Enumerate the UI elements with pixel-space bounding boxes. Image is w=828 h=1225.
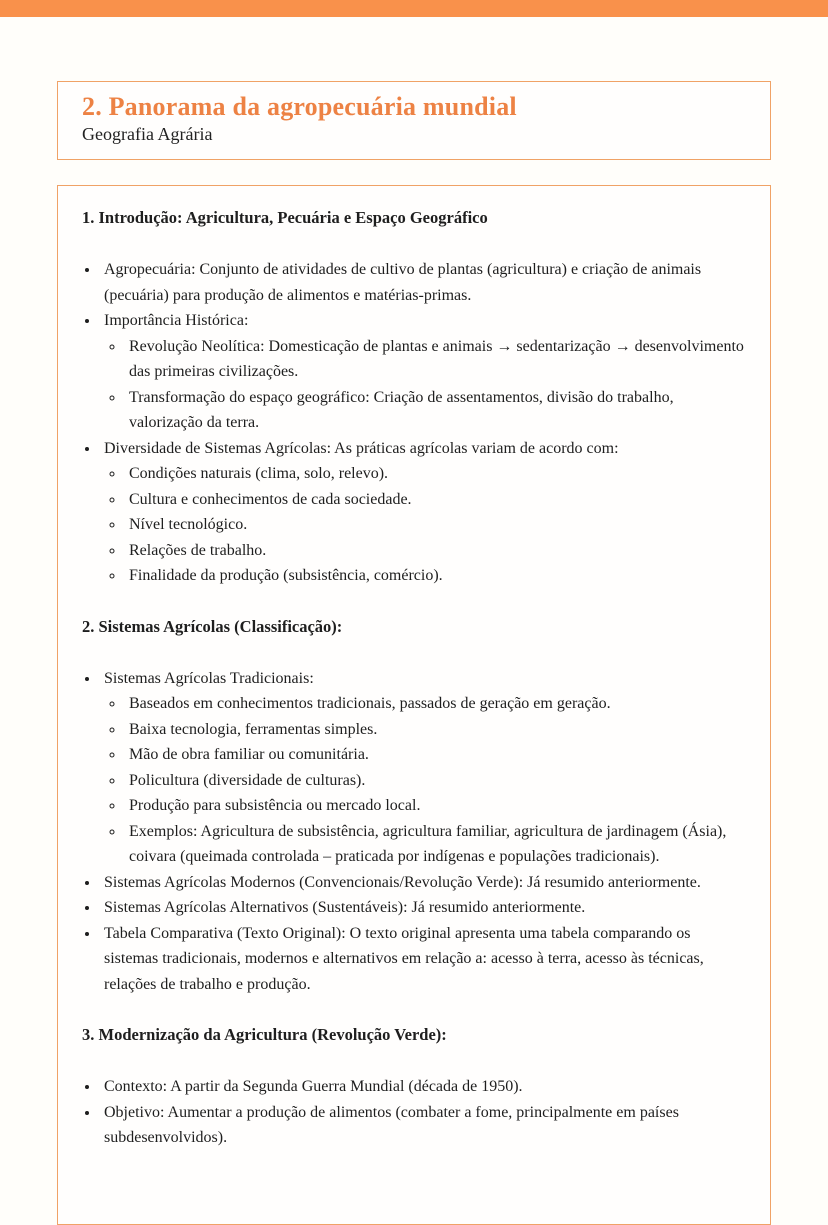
sub-bullet-item [125, 538, 744, 564]
bullet-item [100, 666, 744, 870]
sub-bullet-item [125, 793, 744, 819]
sub-bullet-item [125, 487, 744, 513]
sub-bullet-item [125, 768, 744, 794]
bullet-text: Objetivo: Aumentar a produção de alimentos (combater a fome, principalmente em países subdesenvolvidos). [104, 1103, 679, 1146]
bullet-text: Contexto: A partir da Segunda Guerra Mundial (década de 1950). [104, 1078, 523, 1095]
content-card [57, 185, 771, 1225]
sub-bullet-item [125, 742, 744, 768]
bullet-list [82, 666, 744, 998]
sub-bullet-list [104, 334, 744, 436]
sub-bullet-text: Exemplos: Agricultura de subsistência, agricultura familiar, agricultura de jardinagem (Ásia), coivara (queimada controlada – praticada por indígenas e populações tradicionais). [129, 822, 727, 865]
section-heading: 3. Modernização da Agricultura (Revolução Verde): [82, 1025, 447, 1044]
bullet-text: Diversidade de Sistemas Agrícolas: As práticas agrícolas variam de acordo com: [104, 439, 619, 457]
bullet-text: Sistemas Agrícolas Tradicionais: [104, 669, 314, 687]
sub-bullet-list [104, 461, 744, 589]
bullet-item [100, 308, 744, 436]
sub-bullet-item [125, 461, 744, 487]
sub-bullet-item [125, 512, 744, 538]
section-heading: 2. Sistemas Agrícolas (Classificação): [82, 616, 343, 636]
sub-bullet-list [104, 691, 744, 870]
section [82, 1024, 744, 1151]
sub-bullet-text: Revolução Neolítica: Domesticação de plantas e animais → sedentarização → desenvolvimento das primeiras civilizações. [129, 337, 744, 380]
sub-bullet-text: Finalidade da produção (subsistência, comércio). [129, 567, 443, 584]
bullet-item [100, 870, 744, 896]
bullet-list [82, 257, 744, 589]
sub-bullet-item [125, 334, 744, 385]
sub-bullet-text: Transformação do espaço geográfico: Criação de assentamentos, divisão do trabalho, valorização da terra. [129, 388, 674, 431]
sub-bullet-text: Nível tecnológico. [129, 516, 248, 533]
bullet-item [100, 1100, 744, 1151]
bullet-text: Sistemas Agrícolas Alternativos (Sustentáveis): Já resumido anteriormente. [104, 899, 586, 916]
section [82, 616, 744, 998]
bullet-item [100, 895, 744, 921]
bullet-text: Sistemas Agrícolas Modernos (Convencionais/Revolução Verde): Já resumido anteriormente. [104, 873, 701, 891]
sub-bullet-text: Baixa tecnologia, ferramentas simples. [129, 720, 378, 738]
sub-bullet-text: Baseados em conhecimentos tradicionais, passados de geração em geração. [129, 695, 611, 712]
section [82, 207, 744, 589]
sub-bullet-text: Condições naturais (clima, solo, relevo). [129, 465, 389, 482]
sub-bullet-item [125, 563, 744, 589]
sub-bullet-text: Relações de trabalho. [129, 541, 267, 559]
bullet-item [100, 921, 744, 998]
page-title: 2. Panorama da agropecuária mundial [82, 92, 517, 121]
sub-bullet-text: Mão de obra familiar ou comunitária. [129, 746, 369, 763]
bullet-text: Importância Histórica: [104, 312, 249, 329]
sections-container [82, 207, 744, 1151]
top-accent-bar [0, 0, 828, 17]
sub-bullet-item [125, 717, 744, 743]
bullet-item [100, 257, 744, 308]
bullet-text: Agropecuária: Conjunto de atividades de cultivo de plantas (agricultura) e criação de animais (pecuária) para produção de alimentos e matérias-primas. [104, 261, 702, 304]
sub-bullet-text: Policultura (diversidade de culturas). [129, 771, 366, 789]
title-card [57, 81, 771, 160]
bullet-item [100, 1074, 744, 1100]
section-heading: 1. Introdução: Agricultura, Pecuária e Espaço Geográfico [82, 208, 488, 227]
sub-bullet-text: Produção para subsistência ou mercado local. [129, 797, 421, 814]
sub-bullet-item [125, 385, 744, 436]
page-subtitle: Geografia Agrária [82, 124, 213, 144]
sub-bullet-item [125, 691, 744, 717]
sub-bullet-item [125, 819, 744, 870]
bullet-text: Tabela Comparativa (Texto Original): O texto original apresenta uma tabela comparando os sistemas tradicionais, modernos e alternativos em relação a: acesso à terra, acesso às técnicas, relações de trabalho e produção. [104, 924, 704, 993]
bullet-item [100, 436, 744, 589]
sub-bullet-text: Cultura e conhecimentos de cada sociedade. [129, 490, 412, 508]
bullet-list [82, 1074, 744, 1151]
